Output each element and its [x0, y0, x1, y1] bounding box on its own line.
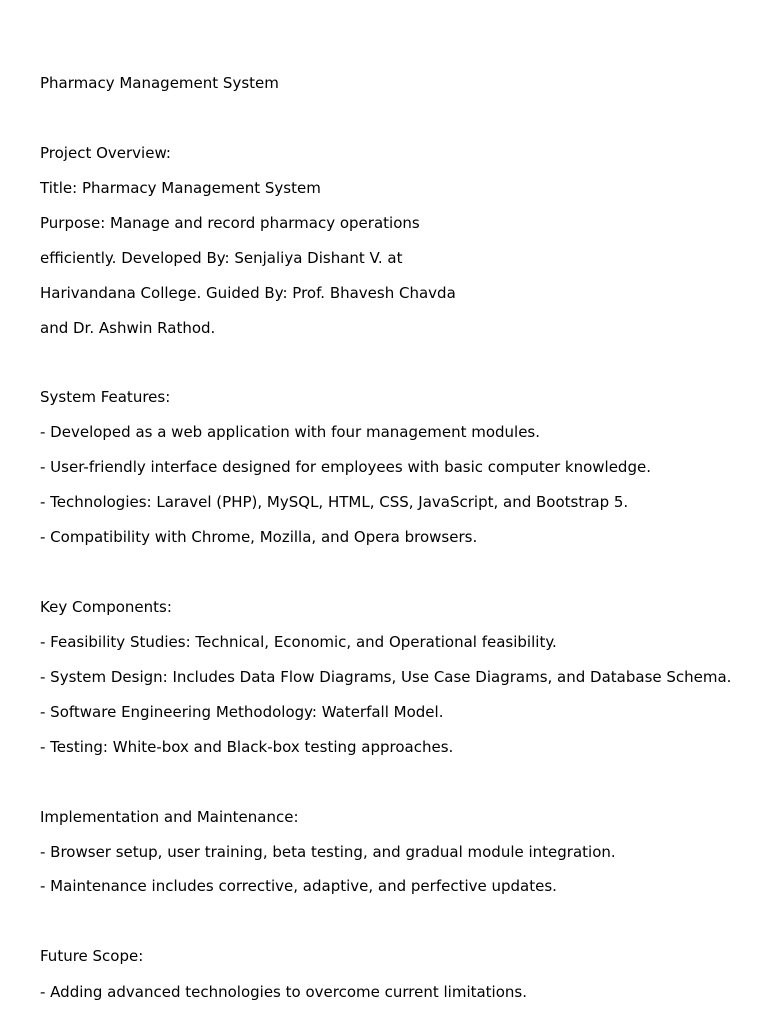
overview-line: Harivandana College. Guided By: Prof. Bhavesh Chavda — [40, 284, 456, 302]
component-item: - Testing: White-box and Black-box testing approaches. — [40, 738, 454, 756]
future-heading: Future Scope: — [40, 947, 144, 965]
feature-item: - Developed as a web application with four management modules. — [40, 423, 541, 441]
component-item: - System Design: Includes Data Flow Diagrams, Use Case Diagrams, and Database Schema. — [40, 668, 732, 686]
overview-heading: Project Overview: — [40, 144, 171, 162]
document-title: Pharmacy Management System — [40, 74, 279, 92]
feature-item: - Compatibility with Chrome, Mozilla, and Opera browsers. — [40, 528, 478, 546]
future-item: - Adding advanced technologies to overcome current limitations. — [40, 983, 527, 1001]
overview-line: efficiently. Developed By: Senjaliya Dishant V. at — [40, 249, 403, 267]
component-item: - Feasibility Studies: Technical, Economic, and Operational feasibility. — [40, 633, 557, 651]
implementation-item: - Browser setup, user training, beta testing, and gradual module integration. — [40, 843, 616, 861]
implementation-item: - Maintenance includes corrective, adaptive, and perfective updates. — [40, 877, 557, 895]
implementation-heading: Implementation and Maintenance: — [40, 808, 299, 826]
feature-item: - User-friendly interface designed for employees with basic computer knowledge. — [40, 458, 651, 476]
features-heading: System Features: — [40, 388, 171, 406]
overview-line: Purpose: Manage and record pharmacy operations — [40, 214, 420, 232]
feature-item: - Technologies: Laravel (PHP), MySQL, HTML, CSS, JavaScript, and Bootstrap 5. — [40, 493, 629, 511]
component-item: - Software Engineering Methodology: Waterfall Model. — [40, 703, 444, 721]
overview-line: Title: Pharmacy Management System — [40, 179, 321, 197]
components-heading: Key Components: — [40, 598, 172, 616]
overview-line: and Dr. Ashwin Rathod. — [40, 319, 216, 337]
